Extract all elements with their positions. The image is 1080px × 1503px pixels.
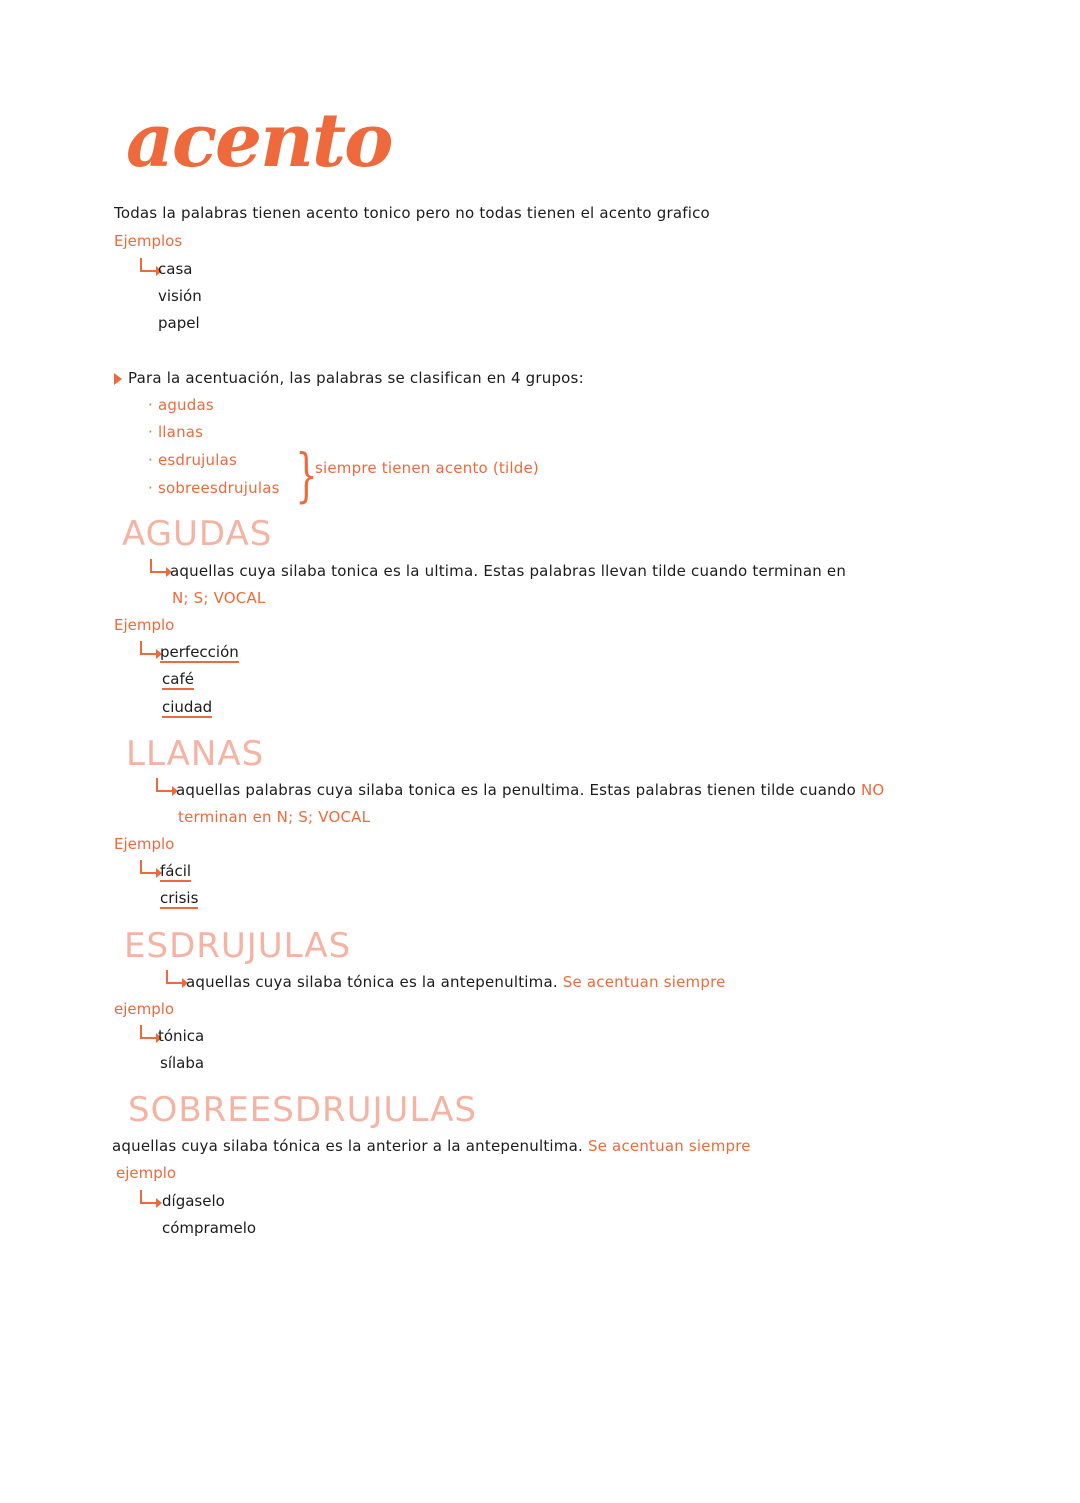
llanas-definition: aquellas palabras cuya silaba tonica es la penultima. Estas palabras tienen tilde cuando NO [176,781,885,799]
arrow-icon [140,258,156,272]
curly-brace-icon: } [295,441,318,509]
arrow-icon [140,860,156,874]
brace-note: siempre tienen acento (tilde) [315,459,539,477]
example-word: papel [158,314,200,332]
example-word: café [162,670,194,688]
agudas-definition: aquellas cuya silaba tonica es la ultima. Estas palabras llevan tilde cuando terminan en [170,562,847,580]
example-word: crisis [160,889,199,907]
esdrujulas-definition: aquellas cuya silaba tónica es la antepenultima. Se acentuan siempre [186,973,726,991]
example-word: tónica [158,1027,205,1045]
arrow-icon [140,1025,156,1039]
example-word: visión [158,287,202,305]
arrow-icon [156,778,172,792]
arrow-icon [150,559,166,573]
intro-text: Todas la palabras tienen acento tonico pero no todas tienen el acento grafico [114,204,710,222]
heading-llanas: LLANAS [126,734,265,774]
triangle-bullet-icon [114,373,122,385]
group-item: · llanas [148,423,204,441]
llanas-rule: terminan en N; S; VOCAL [178,808,371,826]
example-label: ejemplo [116,1164,177,1182]
group-item: · esdrujulas [148,451,238,469]
example-word: ciudad [162,698,213,716]
page-title: acento [126,98,392,184]
arrow-icon [140,1190,156,1204]
heading-esdrujulas: ESDRUJULAS [124,926,352,966]
example-word: casa [158,260,193,278]
heading-agudas: AGUDAS [122,514,273,554]
example-word: cómpramelo [162,1219,257,1237]
example-label: ejemplo [114,1000,175,1018]
agudas-rule: N; S; VOCAL [172,589,266,607]
examples-label: Ejemplos [114,232,183,250]
example-label: Ejemplo [114,835,175,853]
example-word: fácil [160,862,192,880]
example-word: perfección [160,643,239,661]
groups-intro: Para la acentuación, las palabras se clasifican en 4 grupos: [128,369,584,387]
heading-sobreesdrujulas: SOBREESDRUJULAS [128,1090,478,1130]
example-label: Ejemplo [114,616,175,634]
example-word: dígaselo [162,1192,225,1210]
group-item: · sobreesdrujulas [148,479,280,497]
example-word: sílaba [160,1054,205,1072]
arrow-icon [140,641,156,655]
arrow-icon [166,970,182,984]
group-item: · agudas [148,396,214,414]
sobreesdrujulas-definition: aquellas cuya silaba tónica es la anterior a la antepenultima. Se acentuan siempre [112,1137,751,1155]
